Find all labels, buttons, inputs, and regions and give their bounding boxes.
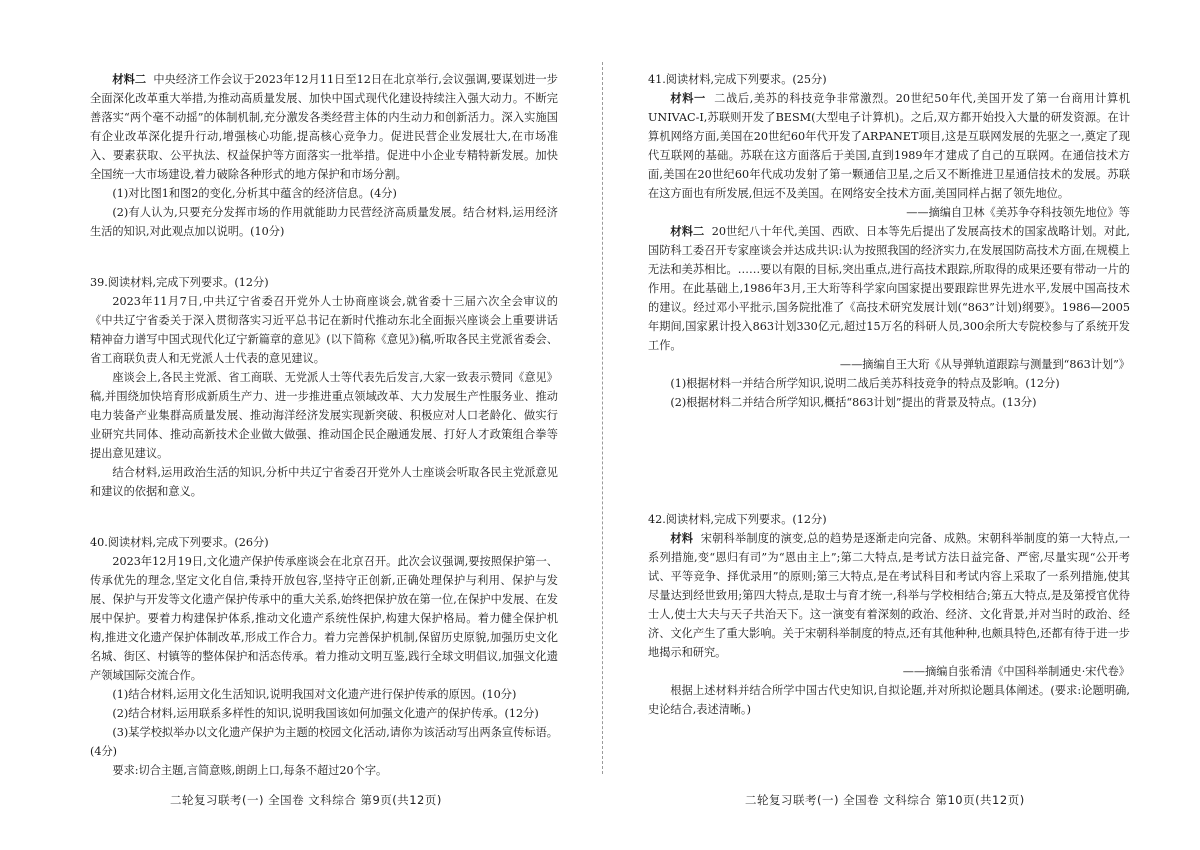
q41-subquestion-1: (1)根据材料一并结合所学知识,说明二战后美苏科技竞争的特点及影响。(12分) <box>670 377 1060 390</box>
left-page <box>90 70 558 780</box>
q39-paragraph-2: 座谈会上,各民主党派、省工商联、无党派人士等代表先后发言,大家一致表示赞同《意见》稿,并围绕加快培育形成新质生产力、进一步推进重点领域改革、大力发展生产性服务业、推动电力装备产业集群高质量发展、推动海洋经济发展实现新突破、积极应对人口老龄化、做实行业研究共同体、推动高新技术企业做大做强、推动国企民企融通发展、打好人才政策组合拳等提出意见建议。 <box>90 371 558 460</box>
q42-title: 42.阅读材料,完成下列要求。(12分) <box>648 513 827 526</box>
material-text: 宋朝科举制度的演变,总的趋势是逐渐走向完备、成熟。宋朝科举制度的第一大特点,一系列措施,变“恩归有司”为“恩由主上”;第二大特点,是考试方法日益完备、严密,尽量实现“公开考试、平等竞争、择优录用”的原则;第三大特点,是在考试科目和考试内容上采取了一系列措施,使其尽量达到经世致用;第四大特点,是取士与育才统一,科举与学校相结合;第五大特点,是及第授官优待士人,使士大夫与天子共治天下。这一演变有着深刻的政治、经济、文化背景,并对当时的政治、经济、文化产生了重大影响。关于宋朝科举制度的特点,还有其他种种,也颇具特色,还都有待于进一步地揭示和研究。 <box>648 532 1130 659</box>
q40-paragraph-1: 2023年12月19日,文化遗产保护传承座谈会在北京召开。此次会议强调,要按照保护第一、传承优先的理念,坚定文化自信,秉持开放包容,坚持守正创新,正确处理保护与利用、保护与发展、保护与开发等文化遗产保护传承中的重大关系,始终把保护放在第一位,在保护中发展、在发展中保护。要着力构建保护体系,推动文化遗产系统性保护,构建大保护格局。着力健全保护机构,推进文化遗产保护体制改革,形成工作合力。着力完善保护机制,保留历史原貌,加强历史文化名城、街区、村镇等的整体保护和活态传承。着力推动文明互鉴,践行全球文明倡议,加强文化遗产领域国际交流合作。 <box>90 555 558 682</box>
q41-material-1 <box>648 89 1130 203</box>
q41-material-2 <box>648 222 1130 355</box>
q41-material-1-source: ——摘编自卫林《美苏争夺科技领先地位》等 <box>906 206 1130 219</box>
material-label: 材料二 <box>670 224 705 238</box>
material-label: 材料 <box>670 531 694 545</box>
q40-subquestion-2: (2)结合材料,运用联系多样性的知识,说明我国该如何加强文化遗产的保护传承。(12分) <box>112 707 539 720</box>
q40-subquestion-1: (1)结合材料,运用文化生活知识,说明我国对文化遗产进行保护传承的原因。(10分) <box>112 688 517 701</box>
q42-material-source: ——摘编自张希清《中国科举制通史·宋代卷》 <box>902 665 1130 678</box>
q39-paragraph-3: 结合材料,运用政治生活的知识,分析中共辽宁省委召开党外人士座谈会听取各民主党派意见和建议的依据和意义。 <box>90 466 558 498</box>
material-text: 中央经济工作会议于2023年12月11日至12日在北京举行,会议强调,要谋划进一步全面深化改革重大举措,为推动高质量发展、加快中国式现代化建设持续注入强大动力。不断完善落实“两个毫不动摇”的体制机制,充分激发各类经营主体的内生动力和创新活力。深入实施国有企业改革深化提升行动,增强核心功能,提高核心竞争力。促进民营企业发展壮大,在市场准入、要素获取、公平执法、权益保护等方面落实一批举措。促进中小企业专精特新发展。加快全国统一大市场建设,着力破除各种形式的地方保护和市场分割。 <box>90 73 558 181</box>
q42-material <box>648 529 1130 662</box>
page-footer-left: 二轮复习联考(一) 全国卷 文科综合 第9页(共12页) <box>170 793 442 807</box>
q40-subquestion-3: (3)某学校拟举办以文化遗产保护为主题的校园文化活动,请你为该活动写出两条宣传标语。(4分) <box>90 726 558 758</box>
q41-subquestion-2: (2)根据材料二并结合所学知识,概括“863计划”提出的背景及特点。(13分) <box>670 396 1037 409</box>
page-footer-right: 二轮复习联考(一) 全国卷 文科综合 第10页(共12页) <box>745 793 1025 807</box>
q42-requirement: 根据上述材料并结合所学中国古代史知识,自拟论题,并对所拟论题具体阐述。(要求:论题明确,史论结合,表述清晰。) <box>648 684 1130 716</box>
q39-title: 39.阅读材料,完成下列要求。(12分) <box>90 276 269 289</box>
material-label: 材料一 <box>670 91 706 105</box>
material-text: 二战后,美苏的科技竞争非常激烈。20世纪50年代,美国开发了第一台商用计算机UNIVAC-I,苏联则开发了BESM(大型电子计算机)。之后,双方都开始投入大量的研发资源。在计算机网络方面,美国在20世纪60年代开发了ARPANET项目,这是互联网发展的先驱之一,奠定了现代互联网的基础。苏联在这方面落后于美国,直到1989年才建成了自己的互联网。在通信技术方面,美国在20世纪60年代成功发射了第一颗通信卫星,之后又不断推进卫星通信技术的发展。苏联在这方面也有所发展,但远不及美国。在网络安全技术方面,美国同样占据了领先地位。 <box>648 92 1130 200</box>
q39-paragraph-1: 2023年11月7日,中共辽宁省委召开党外人士协商座谈会,就省委十三届六次全会审议的《中共辽宁省委关于深入贯彻落实习近平总书记在新时代推动东北全面振兴座谈会上重要讲话精神奋力谱写中国式现代化辽宁新篇章的意见》(以下简称《意见》)稿,听取各民主党派省委会、省工商联负责人和无党派人士代表的意见建议。 <box>90 295 558 365</box>
material-label: 材料二 <box>112 72 147 86</box>
q40-requirement: 要求:切合主题,言简意赅,朗朗上口,每条不超过20个字。 <box>112 764 388 777</box>
material-text: 20世纪八十年代,美国、西欧、日本等先后提出了发展高技术的国家战略计划。对此,国防科工委召开专家座谈会并达成共识:认为按照我国的经济实力,在发展国防高技术方面,在规模上无法和美苏相比。……要以有限的目标,突出重点,进行高技术跟踪,所取得的成果还要有带动一片的作用。在此基础上,1986年3月,王大珩等科学家向国家提出要跟踪世界先进水平,发展中国高技术的建议。经过邓小平批示,国务院批准了《高技术研究发展计划(“863”计划)纲要》。1986—2005年期间,国家累计投入863计划330亿元,超过15万名的科研人员,300余所大专院校参与了系统开发工作。 <box>648 225 1130 352</box>
q41-material-2-source: ——摘编自王大珩《从导弹轨道跟踪与测量到“863计划”》 <box>839 358 1130 371</box>
q38-subquestion-1: (1)对比图1和图2的变化,分析其中蕴含的经济信息。(4分) <box>112 187 397 200</box>
q38-material-2 <box>90 70 558 184</box>
q40-title: 40.阅读材料,完成下列要求。(26分) <box>90 536 269 549</box>
q41-title: 41.阅读材料,完成下列要求。(25分) <box>648 73 827 86</box>
right-page <box>648 70 1130 719</box>
page-divider <box>602 62 603 774</box>
q38-subquestion-2: (2)有人认为,只要充分发挥市场的作用就能助力民营经济高质量发展。结合材料,运用经济生活的知识,对此观点加以说明。(10分) <box>90 206 558 238</box>
